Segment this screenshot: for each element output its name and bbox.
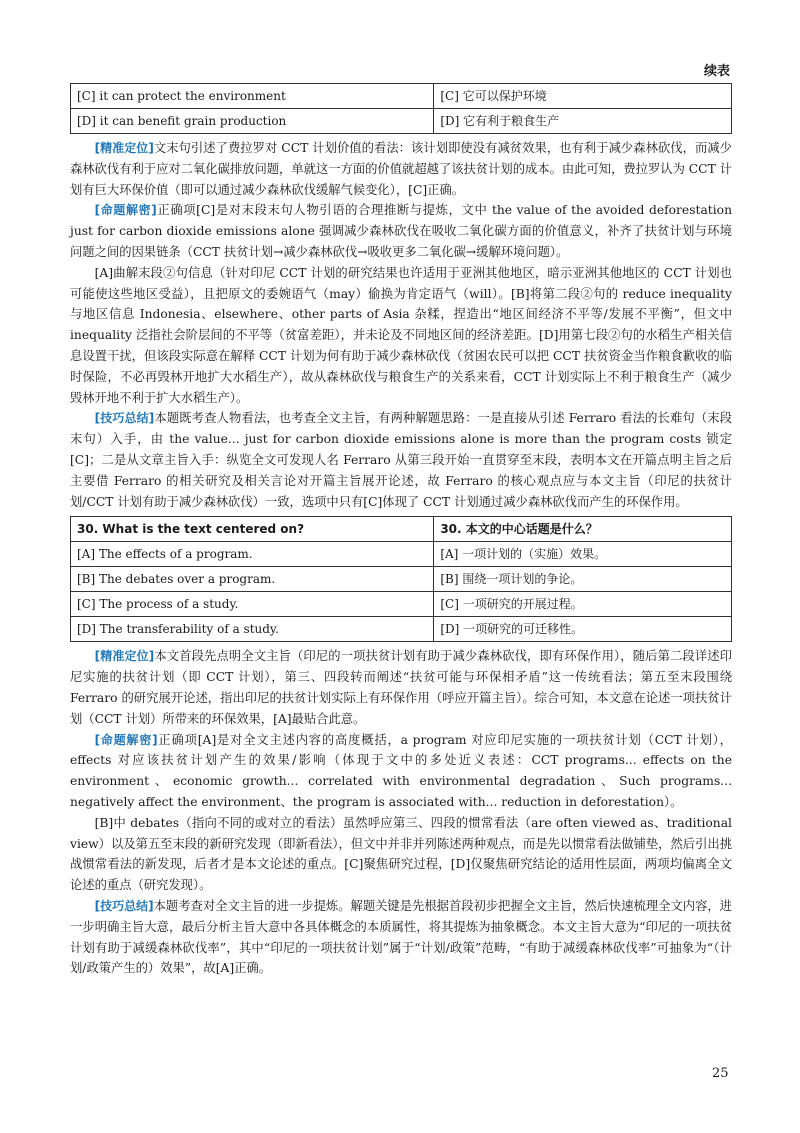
table-row xyxy=(71,84,732,109)
tag-decode: [命题解密] xyxy=(94,203,157,218)
paragraph-tips xyxy=(70,896,732,979)
option-en: [D] The transferability of a study. xyxy=(71,617,434,642)
paragraph-text: 本题考查对全文主旨的进一步提炼。解题关键是先根据首段初步把握全文主旨，然后快速梳理全文内容，进一步明确主旨大意，最后分析主旨大意中各具体概念的本质属性，将其提炼为抽象概念。本文主旨大意为“印尼的一项扶贫计划有助于减缓森林砍伐率”，其中“印尼的一项扶贫计划”属于“计划/政策”范畴，“有助于减缓森林砍伐率”可抽象为“（计划/政策产生的）效果”，故[A]正确。 xyxy=(70,898,732,976)
question-en: 30. What is the text centered on? xyxy=(71,517,434,542)
paragraph-text: 正确项[C]是对末段末句人物引语的合理推断与提炼，文中 the value of the avoided deforestation just for carbon dioxide emissions alone 强调减少森林砍伐在吸收二氧化碳方面的价值意义，补齐了扶贫计划与环境问题之间的因果链条（CCT 扶贫计划→减少森林砍伐→吸收更多二氧化碳→缓解环境问题）。 xyxy=(70,203,732,259)
table-row xyxy=(71,617,732,642)
option-zh: [C] 一项研究的开展过程。 xyxy=(434,592,732,617)
option-zh: [D] 一项研究的可迁移性。 xyxy=(434,617,732,642)
paragraph-locate xyxy=(70,138,732,200)
paragraph-text: 文末句引述了费拉罗对 CCT 计划价值的看法：该计划即使没有减贫效果，也有利于减少森林砍伐，而减少森林砍伐有利于应对二氧化碳排放问题，单就这一方面的价值就超越了该扶贫计划的成本。由此可知，费拉罗认为 CCT 计划有巨大环保价值（即可以通过减少森林砍伐缓解气候变化），[C]正确。 xyxy=(70,141,732,197)
question-zh: 30. 本文的中心话题是什么？ xyxy=(434,517,732,542)
option-zh: [A] 一项计划的（实施）效果。 xyxy=(434,542,732,567)
tag-locate: [精准定位] xyxy=(94,141,154,155)
paragraph-distractors: [B]中 debates（指向不同的或对立的看法）虽然呼应第三、四段的惯常看法（are often viewed as、traditional view）以及第五至末段的新研究发现（即新看法），但文中并非并列陈述两种观点，而是先以惯常看法做铺垫，然后引出挑战惯常看法的新发现，后者才是本文论述的重点。[C]聚焦研究过程，[D]仅聚焦研究结论的适用性层面，两项均偏离全文论述的重点（研究发现）。 xyxy=(70,815,732,893)
paragraph-locate xyxy=(70,646,732,729)
options-table-q29 xyxy=(70,83,732,134)
paragraph-decode xyxy=(70,200,732,262)
paragraph-text: 本题既考查人物看法，也考查全文主旨，有两种解题思路：一是直接从引述 Ferraro 看法的长难句（末段末句）入手，由 the value... just for carbon dioxide emissions alone is more than the program costs 锁定[C]；二是从文章主旨入手：纵览全文可发现人名 Ferraro 从第三段开始一直贯穿至末段，表明本文在开篇点明主旨之后主要借 Ferraro 的相关研究及相关言论对开篇主旨展开论述，故 Ferraro 的核心观点应与本文主旨（印尼的扶贫计划/CCT 计划有助于减少森林砍伐）一致，选项中只有[C]体现了 CCT 计划通过减少森林砍伐而产生的环保作用。 xyxy=(70,411,732,509)
table-header-row xyxy=(71,517,732,542)
paragraph-text: 正确项[A]是对全文主述内容的高度概括，a program 对应印尼实施的一项扶贫计划（CCT 计划），effects 对应该扶贫计划产生的效果/影响（体现于文中的多处近义表述：CCT programs... effects on the environment、economic growth... correlated with environmental degradation、Such programs... negatively affect the environment、the program is associated with... reduction in deforestation）。 xyxy=(70,732,732,809)
option-en: [B] The debates over a program. xyxy=(71,567,434,592)
page-content xyxy=(70,60,732,979)
paragraph-text: 本文首段先点明全文主旨（印尼的一项扶贫计划有助于减少森林砍伐，即有环保作用），随后第二段详述印尼实施的扶贫计划（即 CCT 计划），第三、四段转而阐述“扶贫可能与环保相矛盾”这一传统看法；第五至末段围绕 Ferraro 的研究展开论述，指出印尼的扶贫计划实际上有环保作用（呼应开篇主旨）。综合可知，本文意在论述一项扶贫计划（CCT 计划）所带来的环保效果，[A]最贴合此意。 xyxy=(70,649,732,726)
page-number: 25 xyxy=(712,1066,729,1081)
paragraph-tips xyxy=(70,408,732,512)
option-en: [C] it can protect the environment xyxy=(71,84,434,109)
table-row xyxy=(71,542,732,567)
table-row xyxy=(71,567,732,592)
options-table-q30 xyxy=(70,516,732,642)
option-en: [C] The process of a study. xyxy=(71,592,434,617)
option-en: [A] The effects of a program. xyxy=(71,542,434,567)
option-zh: [B] 围绕一项计划的争论。 xyxy=(434,567,732,592)
tag-tips: [技巧总结] xyxy=(94,411,155,426)
tag-tips: [技巧总结] xyxy=(94,898,154,913)
option-en: [D] it can benefit grain production xyxy=(71,109,434,134)
table-row xyxy=(71,592,732,617)
tag-locate: [精准定位] xyxy=(94,649,155,664)
tag-decode: [命题解密] xyxy=(94,732,158,747)
paragraph-decode xyxy=(70,730,732,813)
continued-label: 续表 xyxy=(703,64,730,79)
option-zh: [D] 它有利于粮食生产 xyxy=(434,109,732,134)
table-row xyxy=(71,109,732,134)
paragraph-distractors: [A]曲解末段②句信息（针对印尼 CCT 计划的研究结果也许适用于亚洲其他地区，暗示亚洲其他地区的 CCT 计划也可能使这些地区受益），且把原文的委婉语气（may）偷换为肯定语气（will）。[B]将第二段②句的 reduce inequality 与地区信息 Indonesia、elsewhere、other parts of Asia 杂糅，捏造出“地区间经济不平等/发展不平衡”，但文中 inequality 泛指社会阶层间的不平等（贫富差距），并未论及不同地区间的经济差距。[D]用第七段②句的水稻生产相关信息设置干扰，但该段实际意在解释 CCT 计划为何有助于减少森林砍伐（贫困农民可以把 CCT 扶贫资金当作粮食歉收的临时保险，不必再毁林开地扩大水稻生产），故从森林砍伐与粮食生产的关系来看，CCT 计划实际上不利于粮食生产（减少毁林开地不利于扩大水稻生产）。 xyxy=(70,265,732,405)
option-zh: [C] 它可以保护环境 xyxy=(434,84,732,109)
